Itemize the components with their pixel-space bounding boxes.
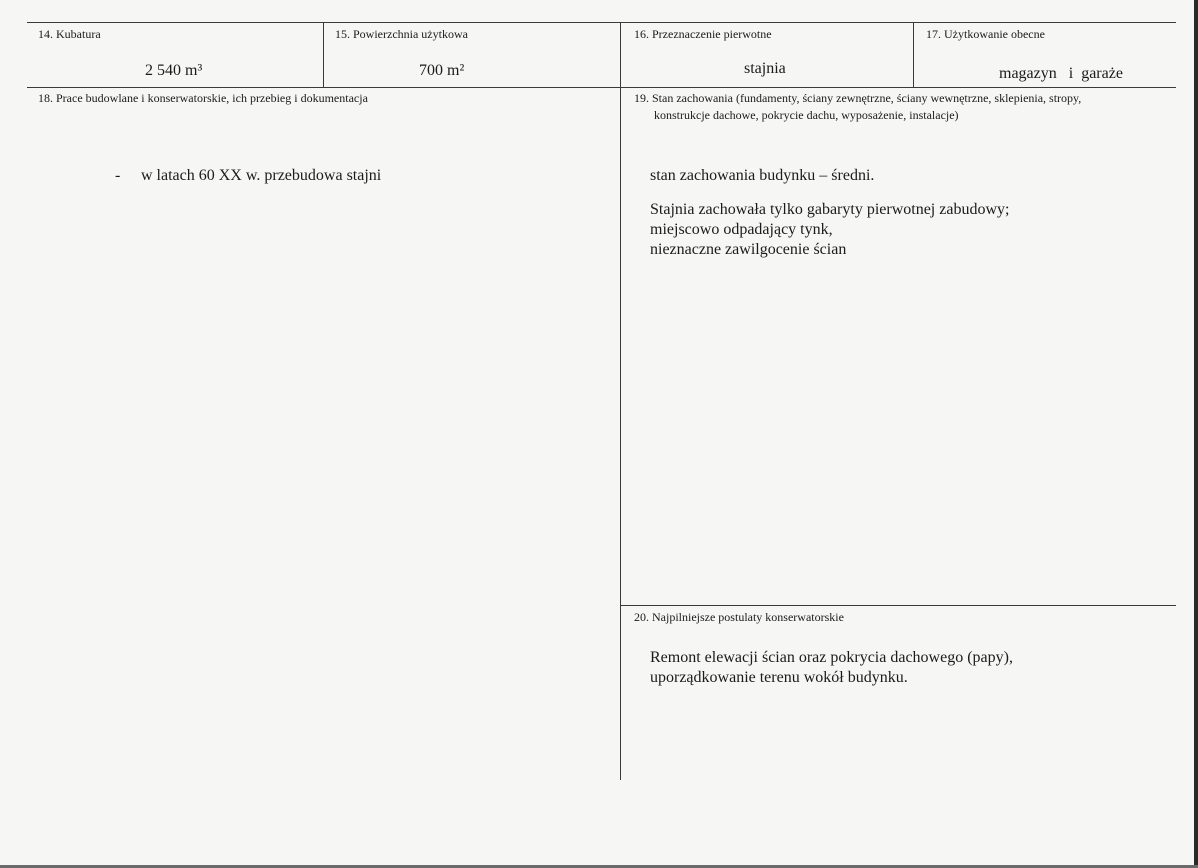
prace-label: 18. Prace budowlane i konserwatorskie, ich przebieg i dokumentacja [38, 91, 368, 105]
kubatura-label: 14. Kubatura [38, 27, 101, 41]
postulaty-label: 20. Najpilniejsze postulaty konserwatorskie [634, 610, 844, 624]
kubatura-value: 2 540 m³ [145, 62, 203, 79]
prace-item [115, 166, 381, 186]
stan-line4: nieznaczne zawilgocenie ścian [650, 241, 847, 258]
powierzchnia-value: 700 m² [419, 62, 465, 79]
uzytkowanie-value: magazyn i garaże [999, 65, 1123, 82]
postulaty-line2: uporządkowanie terenu wokół budynku. [650, 669, 908, 686]
uzytkowanie-label: 17. Użytkowanie obecne [926, 27, 1045, 41]
stan-line2: Stajnia zachowała tylko gabaryty pierwotnej zabudowy; [650, 201, 1010, 218]
przeznaczenie-label: 16. Przeznaczenie pierwotne [634, 27, 772, 41]
top-border [27, 22, 1176, 23]
stan-text [650, 166, 1160, 260]
postulaty-line1: Remont elewacji ścian oraz pokrycia dachowego (papy), [650, 649, 1013, 666]
przeznaczenie-value: stajnia [744, 60, 786, 77]
row1-bottom-border [27, 87, 1176, 88]
divider-15-16 [620, 22, 621, 88]
stan-label-line2: konstrukcje dachowe, pokrycie dachu, wyposażenie, instalacje) [654, 108, 959, 122]
stan-label-line1: 19. Stan zachowania (fundamenty, ściany zewnętrzne, ściany wewnętrzne, sklepienia, stropy, [634, 91, 1082, 105]
section20-top-border [620, 605, 1176, 606]
divider-16-17 [913, 22, 914, 88]
prace-bullet: - [115, 167, 121, 184]
scan-edge-right [1194, 0, 1198, 868]
postulaty-text [650, 648, 1160, 688]
stan-line3: miejscowo odpadający tynk, [650, 221, 833, 238]
main-column-divider [620, 87, 621, 780]
divider-14-15 [323, 22, 324, 88]
stan-line1: stan zachowania budynku – średni. [650, 167, 875, 184]
prace-item-text: w latach 60 XX w. przebudowa stajni [141, 167, 382, 184]
powierzchnia-label: 15. Powierzchnia użytkowa [335, 27, 468, 41]
